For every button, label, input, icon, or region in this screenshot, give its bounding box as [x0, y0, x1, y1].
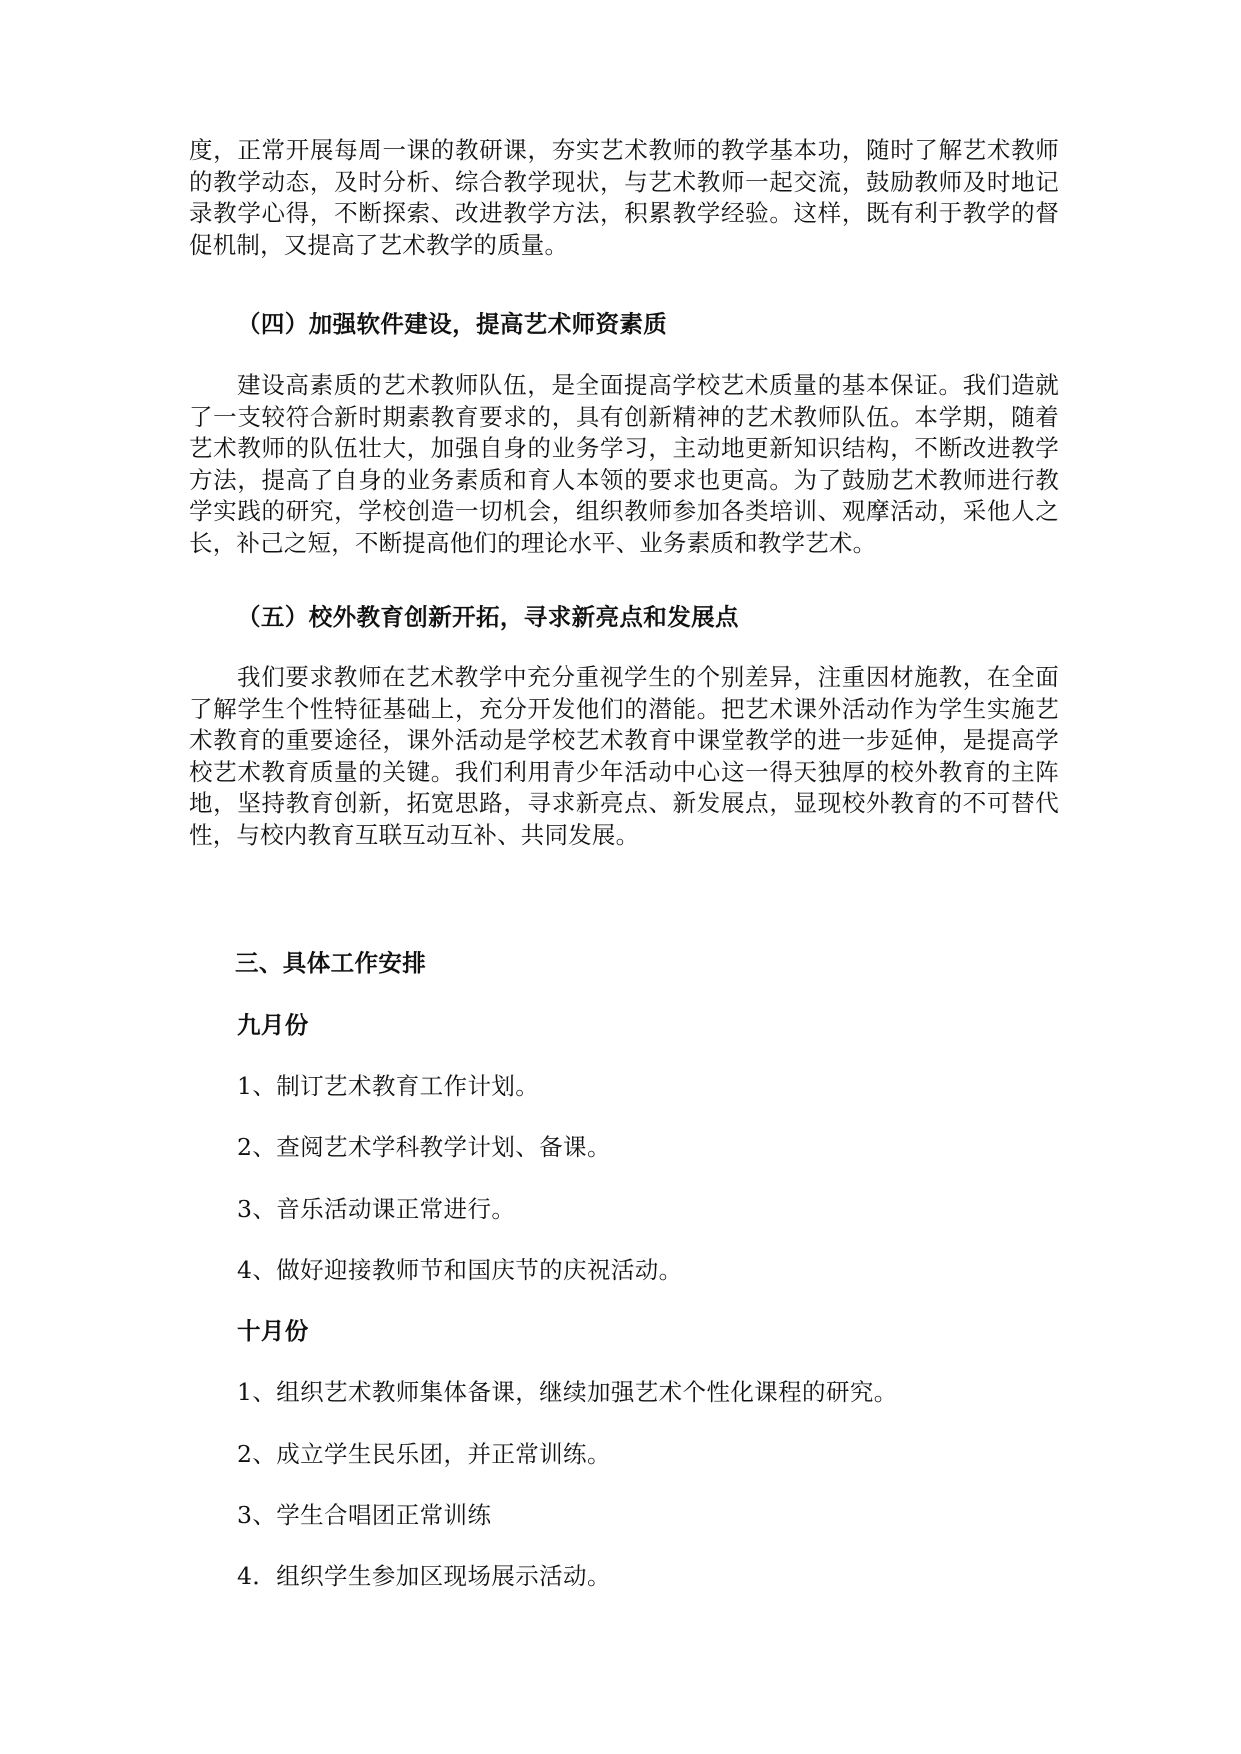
september-heading: 九月份: [237, 1011, 309, 1039]
october-heading: 十月份: [237, 1317, 309, 1345]
october-item-2: 2、成立学生民乐团，并正常训练。: [237, 1440, 611, 1468]
september-item-1: 1、制订艺术教育工作计划。: [237, 1072, 540, 1100]
section-5-heading: （五）校外教育创新开拓，寻求新亮点和发展点: [237, 603, 739, 631]
september-item-4: 4、做好迎接教师节和国庆节的庆祝活动。: [237, 1256, 683, 1284]
section-4-paragraph: 建设高素质的艺术教师队伍，是全面提高学校艺术质量的基本保证。我们造就了一支较符合新时期素教育要求的，具有创新精神的艺术教师队伍。本学期，随着艺术教师的队伍壮大，加强自身的业务学习，主动地更新知识结构，不断改进教学方法，提高了自身的业务素质和育人本领的要求也更高。为了鼓励艺术教师进行教学实践的研究，学校创造一切机会，组织教师参加各类培训、观摩活动，采他人之长，补己之短，不断提高他们的理论水平、业务素质和教学艺术。: [189, 371, 1059, 557]
intro-paragraph: 度，正常开展每周一课的教研课，夯实艺术教师的教学基本功，随时了解艺术教师的教学动态，及时分析、综合教学现状，与艺术教师一起交流，鼓励教师及时地记录教学心得，不断探索、改进教学方法，积累教学经验。这样，既有利于教学的督促机制，又提高了艺术教学的质量。: [189, 136, 1059, 259]
section-5-paragraph: 我们要求教师在艺术教学中充分重视学生的个别差异，注重因材施教，在全面了解学生个性特征基础上，充分开发他们的潜能。把艺术课外活动作为学生实施艺术教育的重要途径，课外活动是学校艺术教育中课堂教学的进一步延伸，是提高学校艺术教育质量的关键。我们利用青少年活动中心这一得天独厚的校外教育的主阵地，坚持教育创新，拓宽思路，寻求新亮点、新发展点，显现校外教育的不可替代性，与校内教育互联互动互补、共同发展。: [189, 663, 1059, 849]
october-item-1: 1、组织艺术教师集体备课，继续加强艺术个性化课程的研究。: [237, 1378, 898, 1406]
september-item-2: 2、查阅艺术学科教学计划、备课。: [237, 1133, 611, 1161]
part-3-heading: 三、具体工作安排: [235, 949, 427, 977]
october-item-4: 4．组织学生参加区现场展示活动。: [237, 1562, 611, 1590]
september-item-3: 3、音乐活动课正常进行。: [237, 1195, 516, 1223]
october-item-3: 3、学生合唱团正常训练: [237, 1501, 492, 1529]
section-4-heading: （四）加强软件建设，提高艺术师资素质: [237, 310, 668, 338]
